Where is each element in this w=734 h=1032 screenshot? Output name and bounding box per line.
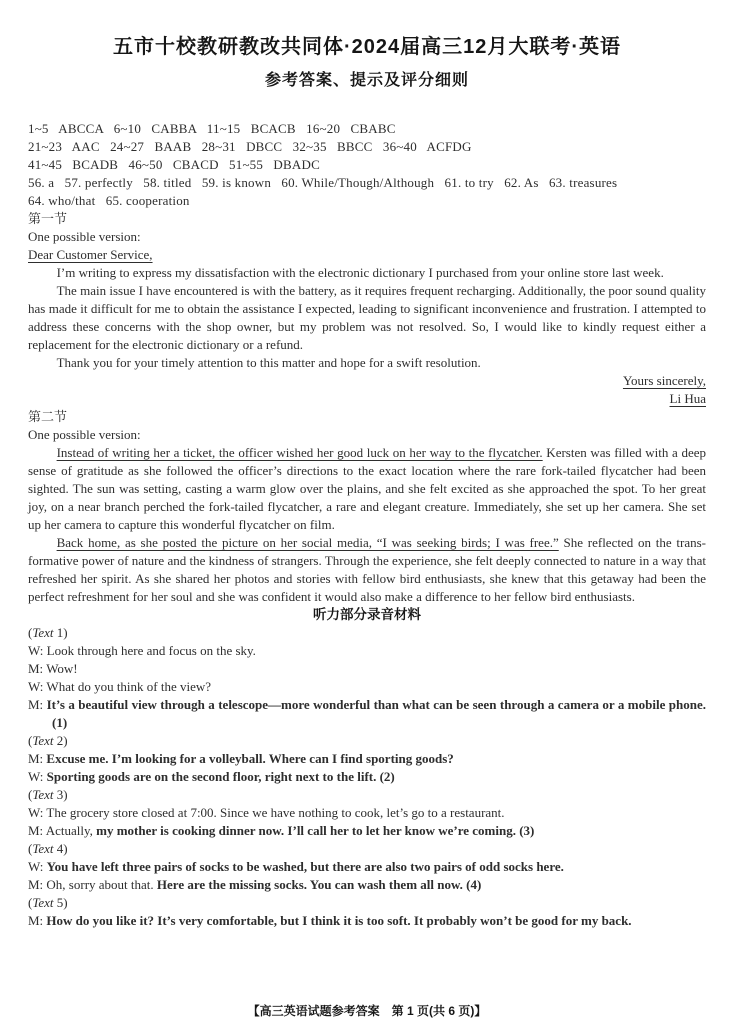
dialog-line: W: What do you think of the view? (28, 679, 212, 694)
answer-line: 64. who/that 65. cooperation (28, 193, 190, 208)
speaker-label: M: (28, 751, 47, 766)
dialog-line: M: Excuse me. I’m looking for a volleyball. Where can I find sporting goods? (28, 751, 454, 766)
dialog-line: M: It’s a beautiful view through a telescope—more wonderful than what can be seen through a camera or a mobile phone. (1) (28, 697, 707, 730)
answer-line: 56. a 57. perfectly 58. titled 59. is known 60. While/Though/Although 61. to try 62. As 63. treasures (28, 175, 618, 190)
letter-closing (28, 372, 706, 390)
para2-body: She reflected on the trans-formative power of nature and the kindness of strangers. Through the experience, she felt deeply connected to nature in a way that refreshed her spirit. As she shared her photos and stories with fellow bird enthusiasts, she knew that this getaway had been the perfect refreshment for her soul and she was confident it would also make a difference to her fellow bird enthusiasts. (28, 535, 706, 604)
dialog-line: W: Look through here and focus on the sky. (28, 643, 256, 658)
page-title: 五市十校教研教改共同体·2024届高三12月大联考·英语 (112, 36, 622, 58)
signature-text: Li Hua (669, 391, 706, 406)
dialog-line: M: Actually, my mother is cooking dinner now. I’ll call her to let her know we’re coming. (3) (28, 823, 535, 838)
answer-line: 41~45 BCADB 46~50 CBACD 51~55 DBADC (28, 157, 320, 172)
listening-transcript (28, 624, 706, 930)
page-footer: 【高三英语试题参考答案 第 1 页(共 6 页)】 (247, 1004, 487, 1018)
section2-heading: 第二节 (28, 409, 68, 424)
salutation-text: Dear Customer Service, (28, 247, 153, 262)
speaker-label: W: (28, 679, 47, 694)
section1-version-label: One possible version: (28, 229, 141, 244)
speaker-label: M: (28, 697, 47, 712)
text-label: (Text 4) (28, 841, 68, 856)
para1-body: Kersten was filled with a deep sense of gratitude as she followed the officer’s directions to the exact location where the rare fork-tailed flycatcher had been sighted. The sun was setting, casting a warm glow over the plains, and she felt excited as she approached the spot. To her great joy, on a near branch perched the fork-tailed flycatcher, a rare and elegant creature. Immediately, she set up her camera. She set up her camera to capture this wonderful flycatcher on film. (28, 445, 706, 532)
dialog-line: M: Oh, sorry about that. Here are the missing socks. You can wash them all now. (4) (28, 877, 482, 892)
para1-underlined-sentence: Instead of writing her a ticket, the officer wished her good luck on her way to the flycatcher. (56, 445, 543, 460)
speaker-label: W: (28, 859, 47, 874)
speaker-label: W: (28, 805, 47, 820)
dialog-line: M: Wow! (28, 661, 78, 676)
listening-heading: 听力部分录音材料 (313, 607, 421, 622)
closing-text: Yours sincerely, (622, 373, 706, 388)
dialog-line: M: How do you like it? It’s very comfortable, but I think it is too soft. It probably won’t be good for my back. (28, 913, 632, 928)
answer-line: 1~5 ABCCA 6~10 CABBA 11~15 BCACB 16~20 CBABC (28, 121, 396, 136)
speaker-label: M: (28, 661, 47, 676)
page-subtitle: 参考答案、提示及评分细则 (264, 72, 469, 89)
speaker-label: W: (28, 769, 47, 784)
continuation-paragraph-2 (28, 534, 706, 606)
speaker-label: W: (28, 643, 47, 658)
section2-version-label: One possible version: (28, 427, 141, 442)
dialog-line: W: The grocery store closed at 7:00. Since we have nothing to cook, let’s go to a restaurant. (28, 805, 505, 820)
answer-key-block (28, 120, 706, 210)
letter-salutation (28, 246, 706, 264)
dialog-line: W: You have left three pairs of socks to be washed, but there are also two pairs of odd socks here. (28, 859, 564, 874)
para2-underlined-sentence: Back home, as she posted the picture on her social media, “I was seeking birds; I was free.” (56, 535, 559, 550)
speaker-label: M: (28, 913, 47, 928)
letter-paragraph-2: The main issue I have encountered is with the battery, as it requires frequent recharging. Additionally, the poor sound quality has made it difficult for me to obtain the assistance I expected, leading to significant inconvenience and frustration. I attempted to address these concerns with the shop owner, but my problem was not resolved. So, I would like to kindly request either a replacement for the electronic dictionary or a refund. (28, 283, 706, 352)
dialog-line: W: Sporting goods are on the second floor, right next to the lift. (2) (28, 769, 395, 784)
answer-line: 21~23 AAC 24~27 BAAB 28~31 DBCC 32~35 BBCC 36~40 ACFDG (28, 139, 472, 154)
speaker-label: M: (28, 877, 47, 892)
letter-paragraph-1: I’m writing to express my dissatisfaction with the electronic dictionary I purchased from your online store last week. (56, 265, 664, 280)
text-label: (Text 2) (28, 733, 68, 748)
text-label: (Text 5) (28, 895, 68, 910)
text-label: (Text 1) (28, 625, 68, 640)
section1-heading: 第一节 (28, 211, 68, 226)
letter-paragraph-3: Thank you for your timely attention to this matter and hope for a swift resolution. (56, 355, 481, 370)
continuation-paragraph-1 (28, 444, 706, 534)
letter-signature (28, 390, 706, 408)
text-label: (Text 3) (28, 787, 68, 802)
speaker-label: M: (28, 823, 46, 838)
